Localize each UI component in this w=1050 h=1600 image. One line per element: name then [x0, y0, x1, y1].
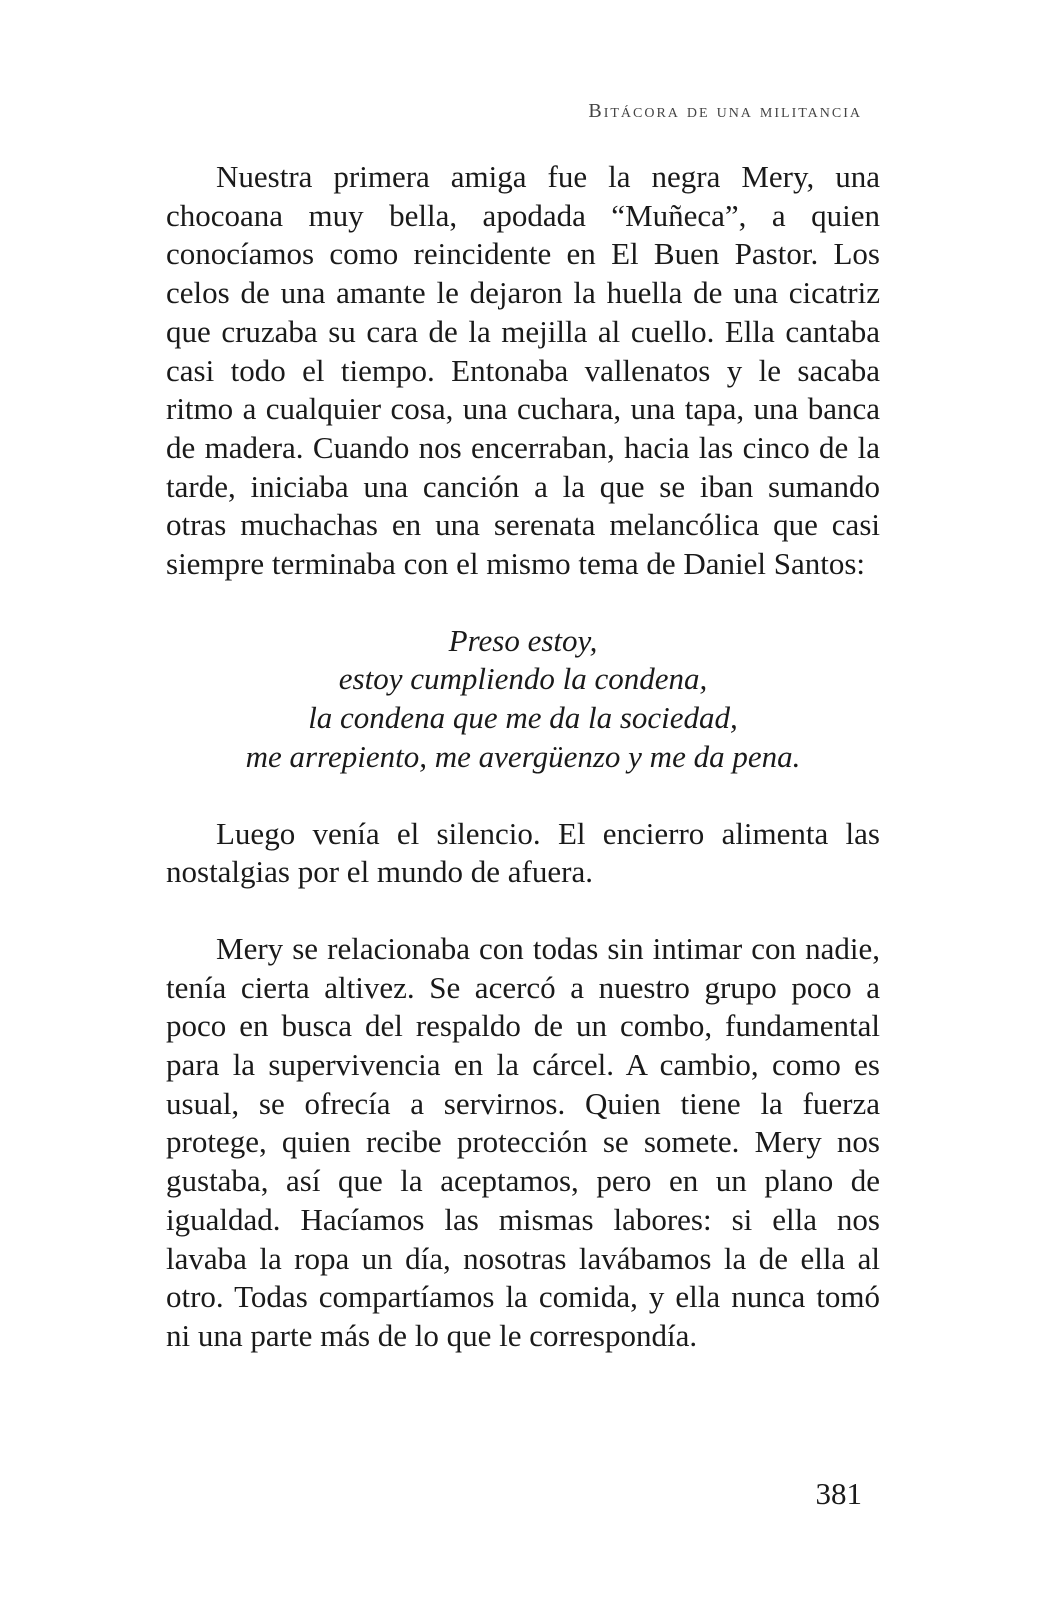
verse-line: Preso estoy, — [448, 622, 598, 658]
running-head: Bitácora de una militancia — [588, 100, 862, 122]
verse-line: me arrepiento, me avergüenzo y me da pena. — [245, 738, 801, 774]
paragraph: Nuestra primera amiga fue la negra Mery, una chocoana muy bella, apodada “Muñeca”, a quien conocíamos como reincidente en El Buen Pastor. Los celos de una amante le dejaron la huella de una cicatriz que cruzaba su cara de la mejilla al cuello. Ella cantaba casi todo el tiempo. Entonaba vallenatos y le sacaba ritmo a cualquier cosa, una cuchara, una tapa, una banca de madera. Cuando nos encerraban, hacia las cinco de la tarde, iniciaba una canción a la que se iban sumando otras muchachas en una serenata melancólica que casi siempre terminaba con el mismo tema de Daniel Santos: — [166, 159, 880, 582]
verse-line: estoy cumpliendo la condena, — [338, 661, 708, 697]
body-text — [166, 158, 880, 1356]
page-number: 381 — [815, 1476, 862, 1511]
paragraph: Mery se relacionaba con todas sin intimar con nadie, tenía cierta altivez. Se acercó a nuestro grupo poco a poco en busca del respaldo de un combo, fundamental para la supervivencia en la cárcel. A cambio, como es usual, se ofrecía a servirnos. Quien tiene la fuerza protege, quien recibe protección se somete. Mery nos gustaba, así que la aceptamos, pero en un plano de igualdad. Hacíamos las mismas labores: si ella nos lavaba la ropa un día, nosotras lavábamos la de ella al otro. Todas compartíamos la comida, y ella nunca tomó ni una parte más de lo que le correspondía. — [166, 930, 880, 1353]
paragraph: Luego venía el silencio. El encierro alimenta las nostalgias por el mundo de afuera. — [166, 815, 880, 890]
song-verse — [166, 622, 880, 777]
verse-line: la condena que me da la sociedad, — [308, 700, 738, 736]
